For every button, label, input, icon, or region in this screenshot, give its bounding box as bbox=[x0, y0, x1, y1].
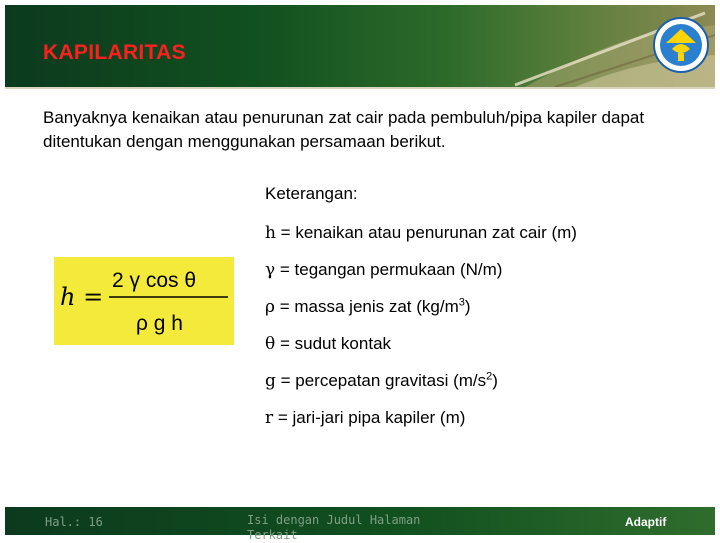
legend-item-h: h = kenaikan atau penurunan zat cair (m) bbox=[265, 223, 577, 243]
variable-legend bbox=[265, 222, 577, 444]
formula-numerator: 2 γ cos θ bbox=[112, 269, 197, 292]
formula-lhs: h = bbox=[60, 283, 104, 311]
legend-item-g: g = percepatan gravitasi $(m/s^2)$ bbox=[265, 370, 498, 391]
formula-denominator: ρ g h bbox=[136, 312, 183, 335]
legend-item-theta: θ = sudut kontak bbox=[265, 334, 392, 354]
keterangan-heading: Keterangan: bbox=[265, 184, 358, 203]
intro-paragraph: Banyaknya kenaikan atau penurunan zat cair pada pembuluh/pipa kapiler dapat ditentukan dengan menggunakan persamaan berikut. bbox=[43, 108, 645, 151]
footer-page-title: Isi dengan Judul Halaman Terkait bbox=[247, 513, 421, 542]
page-number: Hal.: 16 bbox=[45, 515, 103, 529]
header-banner bbox=[5, 5, 715, 89]
legend-item-rho: ρ = massa jenis zat $(kg/m^3)$ bbox=[265, 296, 471, 317]
slide-title: KAPILARITAS bbox=[43, 41, 186, 64]
footer-bar bbox=[5, 507, 715, 542]
legend-item-r: r = jari-jari pipa kapiler (m) bbox=[265, 408, 466, 428]
legend-item-gamma: γ = tegangan permukaan (N/m) bbox=[265, 260, 503, 280]
capillarity-formula bbox=[54, 257, 234, 345]
tut-wuri-handayani-logo-icon bbox=[652, 15, 710, 75]
footer-label-adaptif: Adaptif bbox=[625, 515, 667, 529]
